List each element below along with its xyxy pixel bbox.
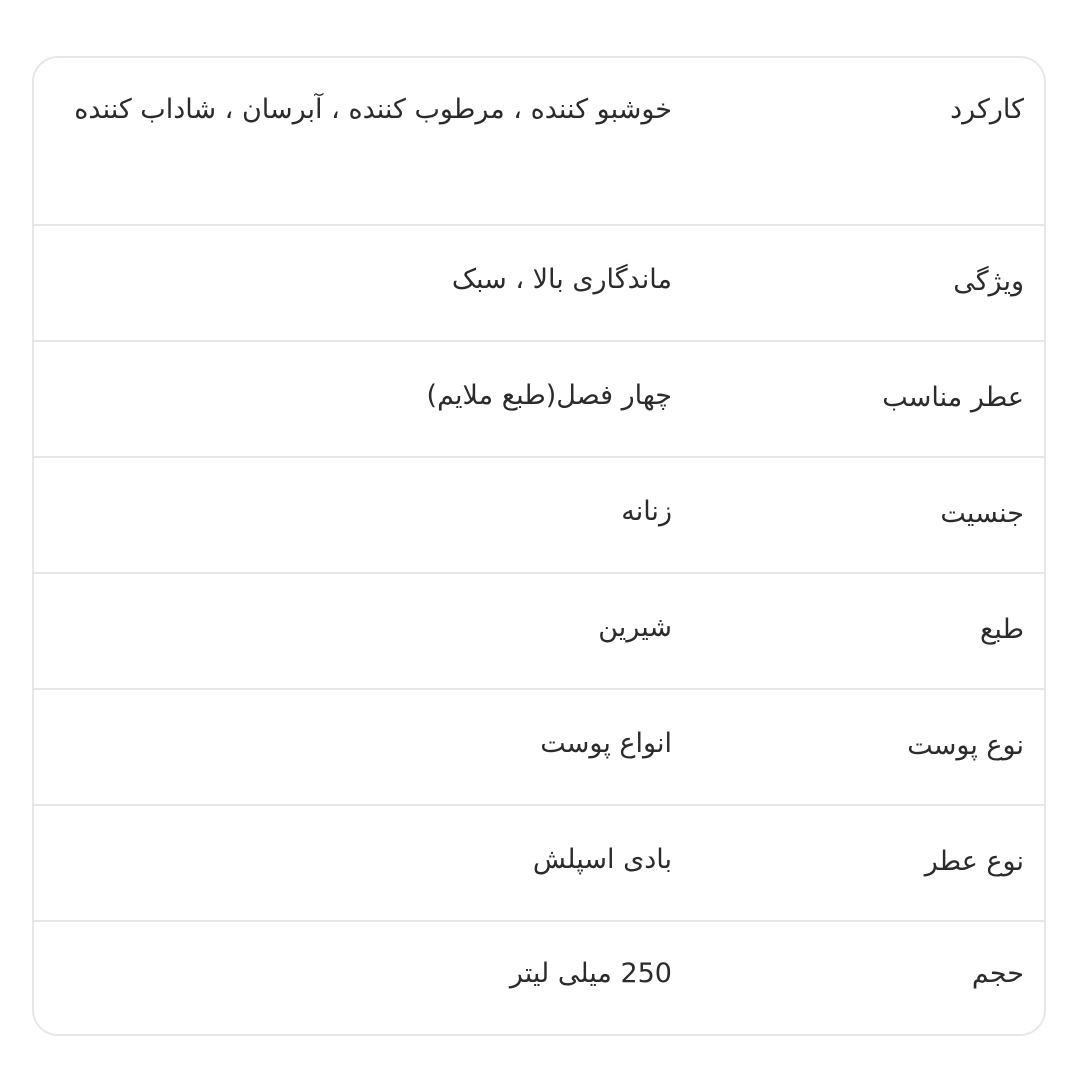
spec-label: طبع	[979, 614, 1024, 645]
spec-value: بادی اسپلش	[532, 844, 672, 875]
spec-row-suitable-scent	[34, 342, 1044, 458]
spec-label: جنسیت	[940, 498, 1024, 529]
spec-label: کارکرد	[950, 94, 1024, 125]
spec-label: عطر مناسب	[882, 382, 1024, 413]
spec-label: نوع عطر	[924, 846, 1024, 877]
spec-value: شیرین	[598, 612, 672, 643]
spec-value: 250 میلی لیتر	[509, 958, 672, 989]
spec-value: خوشبو کننده ، مرطوب کننده ، آبرسان ، شاداب کننده	[74, 94, 672, 125]
spec-row-volume	[34, 922, 1044, 1036]
spec-row-skin-type	[34, 690, 1044, 806]
spec-label: نوع پوست	[907, 730, 1024, 761]
spec-value: ماندگاری بالا ، سبک	[451, 264, 672, 295]
spec-row-fragrance-type	[34, 806, 1044, 922]
spec-label: حجم	[971, 958, 1024, 989]
spec-value: زنانه	[621, 496, 672, 527]
spec-row-function	[34, 58, 1044, 226]
spec-value: انواع پوست	[540, 728, 672, 759]
spec-label: ویژگی	[953, 266, 1024, 297]
product-specs-table	[32, 56, 1046, 1036]
spec-row-gender	[34, 458, 1044, 574]
spec-row-nature	[34, 574, 1044, 690]
spec-value: چهار فصل(طبع ملایم)	[426, 380, 672, 411]
spec-row-feature	[34, 226, 1044, 342]
